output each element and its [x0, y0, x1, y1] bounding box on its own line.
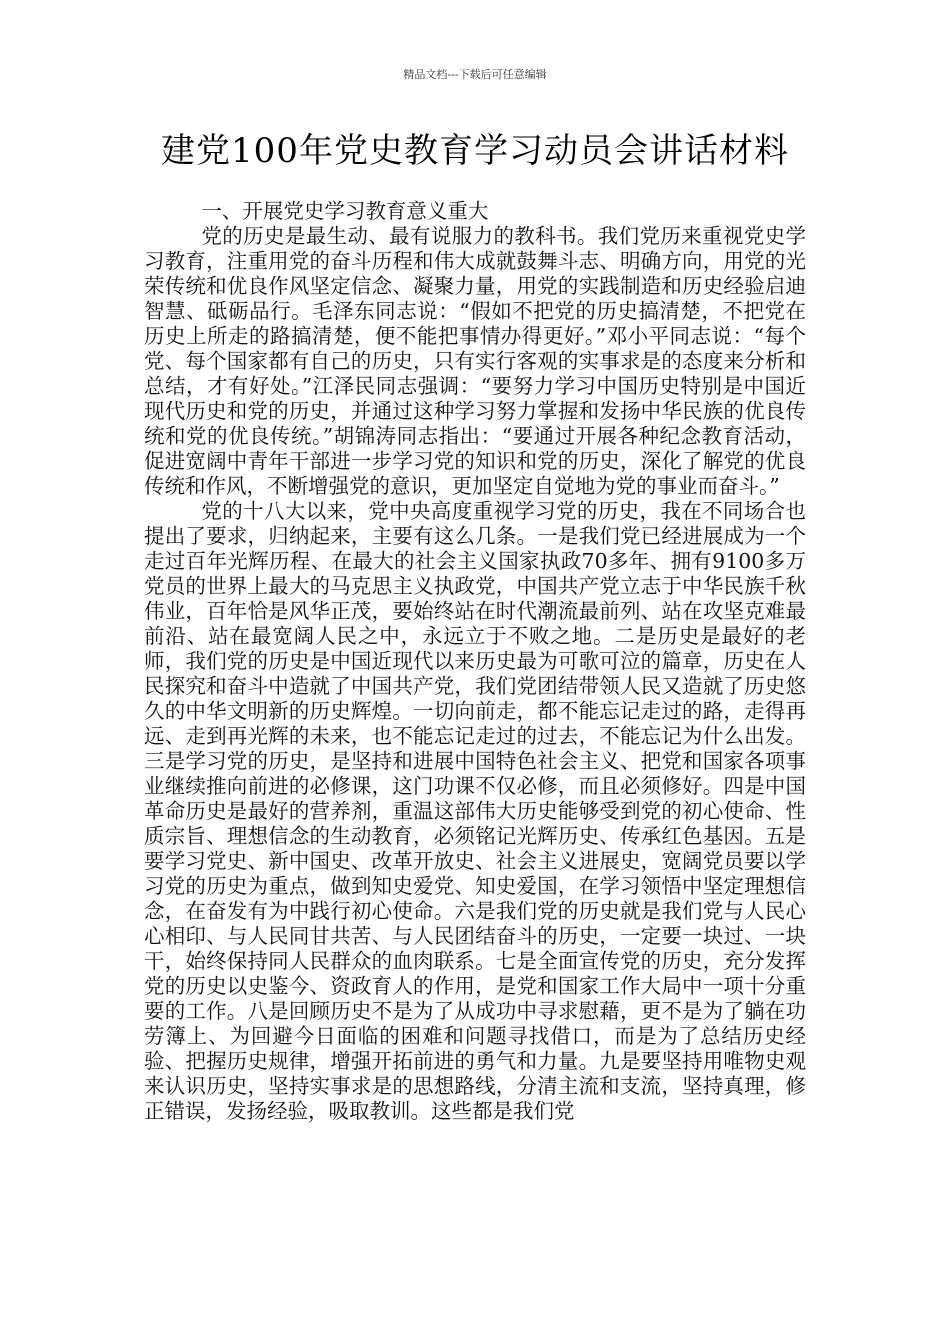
section-heading: 一、开展党史学习教育意义重大 [201, 199, 489, 223]
document-title: 建党100年党史教育学习动员会讲话材料 [161, 131, 789, 171]
paragraph-2: 党的十八大以来，党中央高度重视学习党的历史，我在不同场合也提出了要求，归纳起来，主要有这么几条。一是我们党已经进展成为一个走过百年光辉历程、在最大的社会主义国家执政70多年、拥有9100多万党员的世界上最大的马克思主义执政党，中国共产党立志于中华民族千秋伟业，百年恰是风华正茂，要始终站在时代潮流最前列、站在攻坚克难最前沿、站在最宽阔人民之中，永远立于不败之地。二是历史是最好的老师，我们党的历史是中国近现代以来历史最为可歌可泣的篇章，历史在人民探究和奋斗中造就了中国共产党，我们党团结带领人民又造就了历史悠久的中华文明新的历史辉煌。一切向前走，都不能忘记走过的路，走得再远、走到再光辉的未来，也不能忘记走过的过去，不能忘记为什么出发。三是学习党的历史，是坚持和进展中国特色社会主义、把党和国家各项事业继续推向前进的必修课，这门功课不仅必修，而且必须修好。四是中国革命历史是最好的营养剂，重温这部伟大历史能够受到党的初心使命、性质宗旨、理想信念的生动教育，必须铭记光辉历史、传承红色基因。五是要学习党史、新中国史、改革开放史、社会主义进展史，宽阔党员要以学习党的历史为重点，做到知史爱党、知史爱国，在学习领悟中坚定理想信念，在奋发有为中践行初心使命。六是我们党的历史就是我们党与人民心心相印、与人民同甘共苦、与人民团结奋斗的历史，一定要一块过、一块干，始终保持同人民群众的血肉联系。七是全面宣传党的历史，充分发挥党的历史以史鉴今、资政育人的作用，是党和国家工作大局中一项十分重要的工作。八是回顾历史不是为了从成功中寻求慰藉，更不是为了躺在功劳簿上、为回避今日面临的困难和问题寻找借口，而是为了总结历史经验、把握历史规律，增强开拓前进的勇气和力量。九是要坚持用唯物史观来认识历史，坚持实事求是的思想路线，分清主流和支流，坚持真理，修正错误，发扬经验，吸取教训。这些都是我们党 [144, 499, 806, 1123]
paragraph-1: 党的历史是最生动、最有说服力的教科书。我们党历来重视党史学习教育，注重用党的奋斗历程和伟大成就鼓舞斗志、明确方向，用党的光荣传统和优良作风坚定信念、凝聚力量，用党的实践制造和历史经验启迪智慧、砥砺品行。毛泽东同志说：“假如不把党的历史搞清楚，不把党在历史上所走的路搞清楚，便不能把事情办得更好。”邓小平同志说：“每个党、每个国家都有自己的历史，只有实行客观的实事求是的态度来分析和总结，才有好处。”江泽民同志强调：“要努力学习中国历史特别是中国近现代历史和党的历史，并通过这种学习努力掌握和发扬中华民族的优良传统和党的优良传统。”胡锦涛同志指出：“要通过开展各种纪念教育活动，促进宽阔中青年干部进一步学习党的知识和党的历史，深化了解党的优良传统和作风，不断增强党的意识，更加坚定自觉地为党的事业而奋斗。” [144, 224, 806, 498]
document-body [144, 199, 806, 1124]
header-note: 精品文档---下载后可任意编辑 [403, 68, 547, 81]
